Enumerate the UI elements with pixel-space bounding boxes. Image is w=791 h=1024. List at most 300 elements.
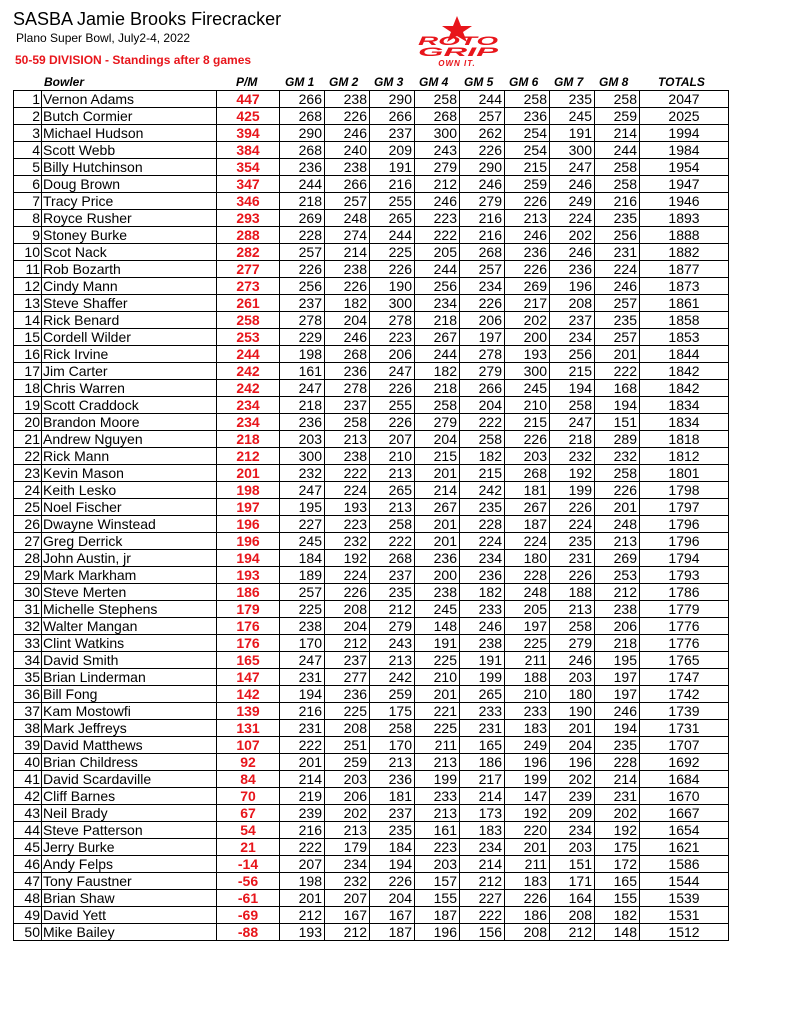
gm8-cell: 248 xyxy=(595,516,640,533)
gm8-cell: 231 xyxy=(595,788,640,805)
gm4-cell: 201 xyxy=(415,516,460,533)
total-cell: 2025 xyxy=(640,108,729,125)
gm1-cell: 247 xyxy=(280,380,325,397)
total-cell: 1531 xyxy=(640,907,729,924)
plus-minus-cell: 107 xyxy=(217,737,280,754)
gm4-cell: 244 xyxy=(415,346,460,363)
gm5-cell: 222 xyxy=(460,414,505,431)
rank-cell: 23 xyxy=(14,465,42,482)
total-cell: 1796 xyxy=(640,533,729,550)
gm2-cell: 224 xyxy=(325,567,370,584)
gm1-cell: 207 xyxy=(280,856,325,873)
plus-minus-cell: 347 xyxy=(217,176,280,193)
plus-minus-cell: 196 xyxy=(217,533,280,550)
gm4-cell: 157 xyxy=(415,873,460,890)
bowler-name-cell: Steve Patterson xyxy=(42,822,217,839)
total-cell: 1786 xyxy=(640,584,729,601)
gm7-cell: 203 xyxy=(550,839,595,856)
table-row xyxy=(14,448,729,465)
bowler-name-cell: Rick Mann xyxy=(42,448,217,465)
gm6-cell: 215 xyxy=(505,159,550,176)
bowler-name-cell: Mark Jeffreys xyxy=(42,720,217,737)
gm3-cell: 265 xyxy=(370,482,415,499)
gm7-cell: 192 xyxy=(550,465,595,482)
gm8-cell: 168 xyxy=(595,380,640,397)
gm4-cell: 246 xyxy=(415,193,460,210)
rank-cell: 14 xyxy=(14,312,42,329)
bowler-name-cell: Cindy Mann xyxy=(42,278,217,295)
gm8-cell: 165 xyxy=(595,873,640,890)
gm3-cell: 244 xyxy=(370,227,415,244)
table-row xyxy=(14,567,729,584)
gm1-cell: 218 xyxy=(280,193,325,210)
table-row xyxy=(14,142,729,159)
gm5-cell: 242 xyxy=(460,482,505,499)
gm6-cell: 193 xyxy=(505,346,550,363)
gm3-cell: 212 xyxy=(370,601,415,618)
gm1-cell: 269 xyxy=(280,210,325,227)
header-totals: TOTALS xyxy=(658,75,705,89)
gm2-cell: 232 xyxy=(325,533,370,550)
total-cell: 1797 xyxy=(640,499,729,516)
gm2-cell: 259 xyxy=(325,754,370,771)
gm3-cell: 204 xyxy=(370,890,415,907)
gm2-cell: 204 xyxy=(325,618,370,635)
gm3-cell: 226 xyxy=(370,414,415,431)
bowler-name-cell: Brian Shaw xyxy=(42,890,217,907)
gm5-cell: 233 xyxy=(460,601,505,618)
gm7-cell: 232 xyxy=(550,448,595,465)
plus-minus-cell: 244 xyxy=(217,346,280,363)
bowler-name-cell: Scott Webb xyxy=(42,142,217,159)
table-row xyxy=(14,108,729,125)
bowler-name-cell: Billy Hutchinson xyxy=(42,159,217,176)
gm7-cell: 212 xyxy=(550,924,595,941)
gm7-cell: 279 xyxy=(550,635,595,652)
bowler-name-cell: Cordell Wilder xyxy=(42,329,217,346)
gm4-cell: 182 xyxy=(415,363,460,380)
gm6-cell: 220 xyxy=(505,822,550,839)
table-row xyxy=(14,669,729,686)
plus-minus-cell: 261 xyxy=(217,295,280,312)
gm2-cell: 237 xyxy=(325,652,370,669)
rank-cell: 19 xyxy=(14,397,42,414)
gm1-cell: 170 xyxy=(280,635,325,652)
gm2-cell: 237 xyxy=(325,397,370,414)
gm7-cell: 202 xyxy=(550,771,595,788)
rank-cell: 48 xyxy=(14,890,42,907)
table-row xyxy=(14,329,729,346)
gm3-cell: 243 xyxy=(370,635,415,652)
gm8-cell: 202 xyxy=(595,805,640,822)
gm4-cell: 233 xyxy=(415,788,460,805)
total-cell: 1670 xyxy=(640,788,729,805)
gm8-cell: 224 xyxy=(595,261,640,278)
gm8-cell: 214 xyxy=(595,125,640,142)
gm4-cell: 211 xyxy=(415,737,460,754)
gm1-cell: 257 xyxy=(280,584,325,601)
gm4-cell: 204 xyxy=(415,431,460,448)
gm5-cell: 246 xyxy=(460,176,505,193)
gm4-cell: 244 xyxy=(415,261,460,278)
plus-minus-cell: 67 xyxy=(217,805,280,822)
gm3-cell: 290 xyxy=(370,91,415,108)
gm8-cell: 258 xyxy=(595,176,640,193)
gm2-cell: 257 xyxy=(325,193,370,210)
gm4-cell: 279 xyxy=(415,414,460,431)
gm8-cell: 195 xyxy=(595,652,640,669)
table-row xyxy=(14,771,729,788)
gm8-cell: 246 xyxy=(595,278,640,295)
gm2-cell: 202 xyxy=(325,805,370,822)
gm7-cell: 235 xyxy=(550,91,595,108)
table-row xyxy=(14,839,729,856)
gm3-cell: 207 xyxy=(370,431,415,448)
gm3-cell: 237 xyxy=(370,805,415,822)
gm7-cell: 196 xyxy=(550,754,595,771)
gm6-cell: 233 xyxy=(505,703,550,720)
gm6-cell: 201 xyxy=(505,839,550,856)
gm5-cell: 235 xyxy=(460,499,505,516)
gm2-cell: 232 xyxy=(325,873,370,890)
gm1-cell: 198 xyxy=(280,873,325,890)
gm3-cell: 210 xyxy=(370,448,415,465)
gm6-cell: 258 xyxy=(505,91,550,108)
bowler-name-cell: Brian Linderman xyxy=(42,669,217,686)
gm5-cell: 246 xyxy=(460,618,505,635)
gm6-cell: 202 xyxy=(505,312,550,329)
table-row xyxy=(14,363,729,380)
gm2-cell: 251 xyxy=(325,737,370,754)
gm3-cell: 268 xyxy=(370,550,415,567)
gm3-cell: 167 xyxy=(370,907,415,924)
rank-cell: 33 xyxy=(14,635,42,652)
gm6-cell: 200 xyxy=(505,329,550,346)
gm3-cell: 190 xyxy=(370,278,415,295)
bowler-name-cell: Rick Irvine xyxy=(42,346,217,363)
total-cell: 1853 xyxy=(640,329,729,346)
gm8-cell: 222 xyxy=(595,363,640,380)
table-row xyxy=(14,686,729,703)
plus-minus-cell: 253 xyxy=(217,329,280,346)
gm1-cell: 236 xyxy=(280,414,325,431)
standings-table xyxy=(13,90,729,941)
table-row xyxy=(14,805,729,822)
gm3-cell: 187 xyxy=(370,924,415,941)
gm4-cell: 212 xyxy=(415,176,460,193)
gm1-cell: 229 xyxy=(280,329,325,346)
plus-minus-cell: 218 xyxy=(217,431,280,448)
gm3-cell: 235 xyxy=(370,584,415,601)
gm6-cell: 226 xyxy=(505,193,550,210)
table-row xyxy=(14,295,729,312)
table-row xyxy=(14,125,729,142)
plus-minus-cell: 196 xyxy=(217,516,280,533)
bowler-name-cell: Brian Childress xyxy=(42,754,217,771)
gm1-cell: 278 xyxy=(280,312,325,329)
gm2-cell: 240 xyxy=(325,142,370,159)
gm5-cell: 231 xyxy=(460,720,505,737)
gm2-cell: 248 xyxy=(325,210,370,227)
bowler-name-cell: Michael Hudson xyxy=(42,125,217,142)
gm6-cell: 246 xyxy=(505,227,550,244)
gm8-cell: 231 xyxy=(595,244,640,261)
gm1-cell: 244 xyxy=(280,176,325,193)
gm7-cell: 164 xyxy=(550,890,595,907)
gm5-cell: 212 xyxy=(460,873,505,890)
gm7-cell: 213 xyxy=(550,601,595,618)
gm8-cell: 258 xyxy=(595,465,640,482)
gm2-cell: 268 xyxy=(325,346,370,363)
gm5-cell: 183 xyxy=(460,822,505,839)
gm7-cell: 196 xyxy=(550,278,595,295)
total-cell: 1861 xyxy=(640,295,729,312)
rank-cell: 1 xyxy=(14,91,42,108)
gm3-cell: 237 xyxy=(370,125,415,142)
gm1-cell: 189 xyxy=(280,567,325,584)
gm7-cell: 224 xyxy=(550,210,595,227)
gm4-cell: 215 xyxy=(415,448,460,465)
gm5-cell: 182 xyxy=(460,584,505,601)
gm1-cell: 194 xyxy=(280,686,325,703)
plus-minus-cell: 142 xyxy=(217,686,280,703)
gm4-cell: 187 xyxy=(415,907,460,924)
gm6-cell: 248 xyxy=(505,584,550,601)
table-row xyxy=(14,380,729,397)
gm1-cell: 198 xyxy=(280,346,325,363)
total-cell: 1954 xyxy=(640,159,729,176)
gm2-cell: 193 xyxy=(325,499,370,516)
gm7-cell: 300 xyxy=(550,142,595,159)
total-cell: 1796 xyxy=(640,516,729,533)
gm3-cell: 181 xyxy=(370,788,415,805)
plus-minus-cell: 84 xyxy=(217,771,280,788)
total-cell: 1882 xyxy=(640,244,729,261)
total-cell: 1844 xyxy=(640,346,729,363)
bowler-name-cell: Chris Warren xyxy=(42,380,217,397)
bowler-name-cell: Clint Watkins xyxy=(42,635,217,652)
total-cell: 1731 xyxy=(640,720,729,737)
gm7-cell: 234 xyxy=(550,329,595,346)
gm5-cell: 234 xyxy=(460,550,505,567)
gm8-cell: 258 xyxy=(595,159,640,176)
header-gm1: GM 1 xyxy=(285,75,315,89)
gm8-cell: 235 xyxy=(595,312,640,329)
plus-minus-cell: 288 xyxy=(217,227,280,244)
bowler-name-cell: Andrew Nguyen xyxy=(42,431,217,448)
gm1-cell: 218 xyxy=(280,397,325,414)
gm2-cell: 223 xyxy=(325,516,370,533)
gm8-cell: 257 xyxy=(595,295,640,312)
table-row xyxy=(14,193,729,210)
header-gm7: GM 7 xyxy=(554,75,584,89)
gm1-cell: 237 xyxy=(280,295,325,312)
header-bowler: Bowler xyxy=(44,75,85,89)
gm4-cell: 256 xyxy=(415,278,460,295)
gm4-cell: 258 xyxy=(415,397,460,414)
gm6-cell: 249 xyxy=(505,737,550,754)
total-cell: 1893 xyxy=(640,210,729,227)
gm2-cell: 206 xyxy=(325,788,370,805)
total-cell: 1873 xyxy=(640,278,729,295)
gm1-cell: 247 xyxy=(280,482,325,499)
gm2-cell: 246 xyxy=(325,125,370,142)
gm6-cell: 228 xyxy=(505,567,550,584)
gm6-cell: 217 xyxy=(505,295,550,312)
table-row xyxy=(14,856,729,873)
column-headers xyxy=(14,75,728,90)
gm6-cell: 269 xyxy=(505,278,550,295)
gm2-cell: 182 xyxy=(325,295,370,312)
gm4-cell: 203 xyxy=(415,856,460,873)
gm8-cell: 238 xyxy=(595,601,640,618)
gm8-cell: 246 xyxy=(595,703,640,720)
plus-minus-cell: 258 xyxy=(217,312,280,329)
gm6-cell: 226 xyxy=(505,261,550,278)
header-gm6: GM 6 xyxy=(509,75,539,89)
gm2-cell: 204 xyxy=(325,312,370,329)
total-cell: 1877 xyxy=(640,261,729,278)
gm7-cell: 151 xyxy=(550,856,595,873)
gm1-cell: 222 xyxy=(280,737,325,754)
gm5-cell: 204 xyxy=(460,397,505,414)
header-pm: P/M xyxy=(236,75,258,89)
gm3-cell: 255 xyxy=(370,397,415,414)
logo-tagline-text: OWN IT. xyxy=(438,59,476,68)
gm4-cell: 236 xyxy=(415,550,460,567)
total-cell: 1586 xyxy=(640,856,729,873)
gm8-cell: 216 xyxy=(595,193,640,210)
gm3-cell: 265 xyxy=(370,210,415,227)
gm1-cell: 212 xyxy=(280,907,325,924)
gm2-cell: 274 xyxy=(325,227,370,244)
gm6-cell: 187 xyxy=(505,516,550,533)
plus-minus-cell: 273 xyxy=(217,278,280,295)
gm8-cell: 258 xyxy=(595,91,640,108)
gm3-cell: 216 xyxy=(370,176,415,193)
total-cell: 1984 xyxy=(640,142,729,159)
table-row xyxy=(14,822,729,839)
gm6-cell: 203 xyxy=(505,448,550,465)
rank-cell: 3 xyxy=(14,125,42,142)
gm7-cell: 188 xyxy=(550,584,595,601)
gm1-cell: 266 xyxy=(280,91,325,108)
gm5-cell: 265 xyxy=(460,686,505,703)
plus-minus-cell: 186 xyxy=(217,584,280,601)
page-title: SASBA Jamie Brooks Firecracker xyxy=(13,9,282,29)
gm1-cell: 239 xyxy=(280,805,325,822)
header-gm5: GM 5 xyxy=(464,75,494,89)
bowler-name-cell: Greg Derrick xyxy=(42,533,217,550)
gm1-cell: 257 xyxy=(280,244,325,261)
gm4-cell: 148 xyxy=(415,618,460,635)
gm3-cell: 226 xyxy=(370,873,415,890)
plus-minus-cell: 176 xyxy=(217,635,280,652)
gm7-cell: 237 xyxy=(550,312,595,329)
total-cell: 1834 xyxy=(640,397,729,414)
gm7-cell: 258 xyxy=(550,618,595,635)
gm3-cell: 236 xyxy=(370,771,415,788)
total-cell: 1793 xyxy=(640,567,729,584)
gm5-cell: 244 xyxy=(460,91,505,108)
gm8-cell: 194 xyxy=(595,397,640,414)
table-row xyxy=(14,397,729,414)
plus-minus-cell: 277 xyxy=(217,261,280,278)
gm7-cell: 231 xyxy=(550,550,595,567)
gm3-cell: 258 xyxy=(370,720,415,737)
bowler-name-cell: Scott Craddock xyxy=(42,397,217,414)
gm6-cell: 236 xyxy=(505,108,550,125)
gm1-cell: 193 xyxy=(280,924,325,941)
gm1-cell: 256 xyxy=(280,278,325,295)
gm3-cell: 266 xyxy=(370,108,415,125)
gm6-cell: 205 xyxy=(505,601,550,618)
table-row xyxy=(14,533,729,550)
total-cell: 1947 xyxy=(640,176,729,193)
gm3-cell: 222 xyxy=(370,533,415,550)
gm7-cell: 226 xyxy=(550,499,595,516)
gm6-cell: 211 xyxy=(505,652,550,669)
rank-cell: 12 xyxy=(14,278,42,295)
gm2-cell: 212 xyxy=(325,635,370,652)
bowler-name-cell: Steve Merten xyxy=(42,584,217,601)
gm8-cell: 269 xyxy=(595,550,640,567)
gm5-cell: 224 xyxy=(460,533,505,550)
gm8-cell: 235 xyxy=(595,737,640,754)
gm7-cell: 209 xyxy=(550,805,595,822)
total-cell: 1765 xyxy=(640,652,729,669)
gm8-cell: 194 xyxy=(595,720,640,737)
rank-cell: 35 xyxy=(14,669,42,686)
gm7-cell: 245 xyxy=(550,108,595,125)
total-cell: 1654 xyxy=(640,822,729,839)
gm3-cell: 209 xyxy=(370,142,415,159)
gm4-cell: 191 xyxy=(415,635,460,652)
rank-cell: 28 xyxy=(14,550,42,567)
rank-cell: 13 xyxy=(14,295,42,312)
plus-minus-cell: 212 xyxy=(217,448,280,465)
gm5-cell: 290 xyxy=(460,159,505,176)
total-cell: 1779 xyxy=(640,601,729,618)
rank-cell: 31 xyxy=(14,601,42,618)
table-row xyxy=(14,499,729,516)
gm6-cell: 268 xyxy=(505,465,550,482)
gm4-cell: 218 xyxy=(415,312,460,329)
total-cell: 1742 xyxy=(640,686,729,703)
table-row xyxy=(14,346,729,363)
gm6-cell: 226 xyxy=(505,431,550,448)
gm7-cell: 234 xyxy=(550,822,595,839)
plus-minus-cell: 293 xyxy=(217,210,280,227)
gm5-cell: 257 xyxy=(460,108,505,125)
gm5-cell: 222 xyxy=(460,907,505,924)
gm6-cell: 186 xyxy=(505,907,550,924)
rank-cell: 34 xyxy=(14,652,42,669)
plus-minus-cell: 425 xyxy=(217,108,280,125)
gm1-cell: 227 xyxy=(280,516,325,533)
gm1-cell: 201 xyxy=(280,890,325,907)
gm7-cell: 247 xyxy=(550,414,595,431)
gm4-cell: 258 xyxy=(415,91,460,108)
bowler-name-cell: Brandon Moore xyxy=(42,414,217,431)
table-row xyxy=(14,244,729,261)
plus-minus-cell: 201 xyxy=(217,465,280,482)
total-cell: 1801 xyxy=(640,465,729,482)
gm4-cell: 225 xyxy=(415,720,460,737)
gm6-cell: 183 xyxy=(505,720,550,737)
table-row xyxy=(14,465,729,482)
gm1-cell: 216 xyxy=(280,822,325,839)
